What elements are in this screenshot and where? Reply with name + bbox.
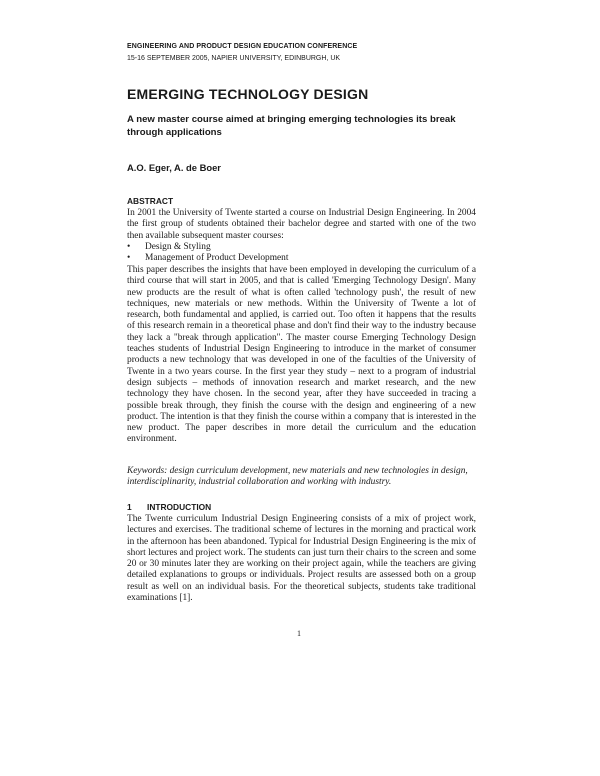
conference-name: ENGINEERING AND PRODUCT DESIGN EDUCATION CONFERENCE — [127, 43, 358, 50]
list-item-text: Design & Styling — [145, 242, 211, 252]
paper-authors: A.O. Eger, A. de Boer — [127, 162, 221, 173]
keywords: Keywords: design curriculum development, new materials and new technologies in design, interdisciplinarity, industrial collaboration and working with industry. — [127, 466, 468, 488]
conference-date-location: 15-16 SEPTEMBER 2005, NAPIER UNIVERSITY, EDINBURGH, UK — [127, 55, 341, 62]
section-title: INTRODUCTION — [147, 502, 212, 512]
master-course-list — [127, 242, 476, 265]
list-item — [127, 253, 476, 264]
paper-subtitle: A new master course aimed at bringing emerging technologies its break through applications — [127, 114, 456, 138]
abstract-heading: ABSTRACT — [127, 196, 174, 206]
section-number: 1 — [127, 502, 132, 512]
list-item-text: Management of Product Development — [145, 253, 289, 264]
abstract-paragraph-1: In 2001 the University of Twente started a course on Industrial Design Engineering. In 2004 the first group of students obtained their bachelor degree and started with one of the two then available subsequent master courses: — [127, 208, 476, 241]
abstract-paragraph-2: This paper describes the insights that have been employed in developing the curriculum of a third course that will start in 2005, and that is called 'Emerging Technology Design'. Many new products are the result of what is often called 'technology push', the result of new techniques, new materials or new methods. Within the University of Twente a lot of research, both fundamental and applied, is carried out. Too often it happens that the results of this research remain in a theoretical phase and don't find their way to the industry because they lack a "break through application". The master course Emerging Technology Design teaches students of Industrial Design Engineering to introduce in the market of consumer products a new technology that was developed in one of the faculties of the University of Twente in a two years course. In the first year they study – next to a program of industrial design subjects – methods of innovation research and market research, and the new technology they have chosen. In the second year, after they have succeeded in tracing a possible break through, they finish the course with the design and engineering of a new product. The intention is that they finish the course within a company that is interested in the new product. The paper describes in more detail the curriculum and the education environment. — [127, 265, 476, 445]
introduction-paragraph-1: The Twente curriculum Industrial Design Engineering consists of a mix of project work, lectures and exercises. The traditional scheme of lectures in the morning and practical work in the afternoon has been abandoned. Typical for Industrial Design Engineering is the mix of short lectures and project work. The students can just turn their chairs to the screen and some 20 or 30 minutes later they are working on their project again, while the teachers are giving detailed explanations to groups or individuals. Project results are assessed both on a group result as well on an individual basis. For the theoretical subjects, students take traditional examinations [1]. — [127, 514, 476, 604]
bullet-icon: • — [127, 253, 131, 264]
paper-title: EMERGING TECHNOLOGY DESIGN — [127, 86, 369, 102]
page-number: 1 — [297, 629, 301, 638]
list-item — [127, 242, 476, 253]
introduction-heading — [127, 502, 211, 512]
bullet-icon: • — [127, 242, 131, 252]
